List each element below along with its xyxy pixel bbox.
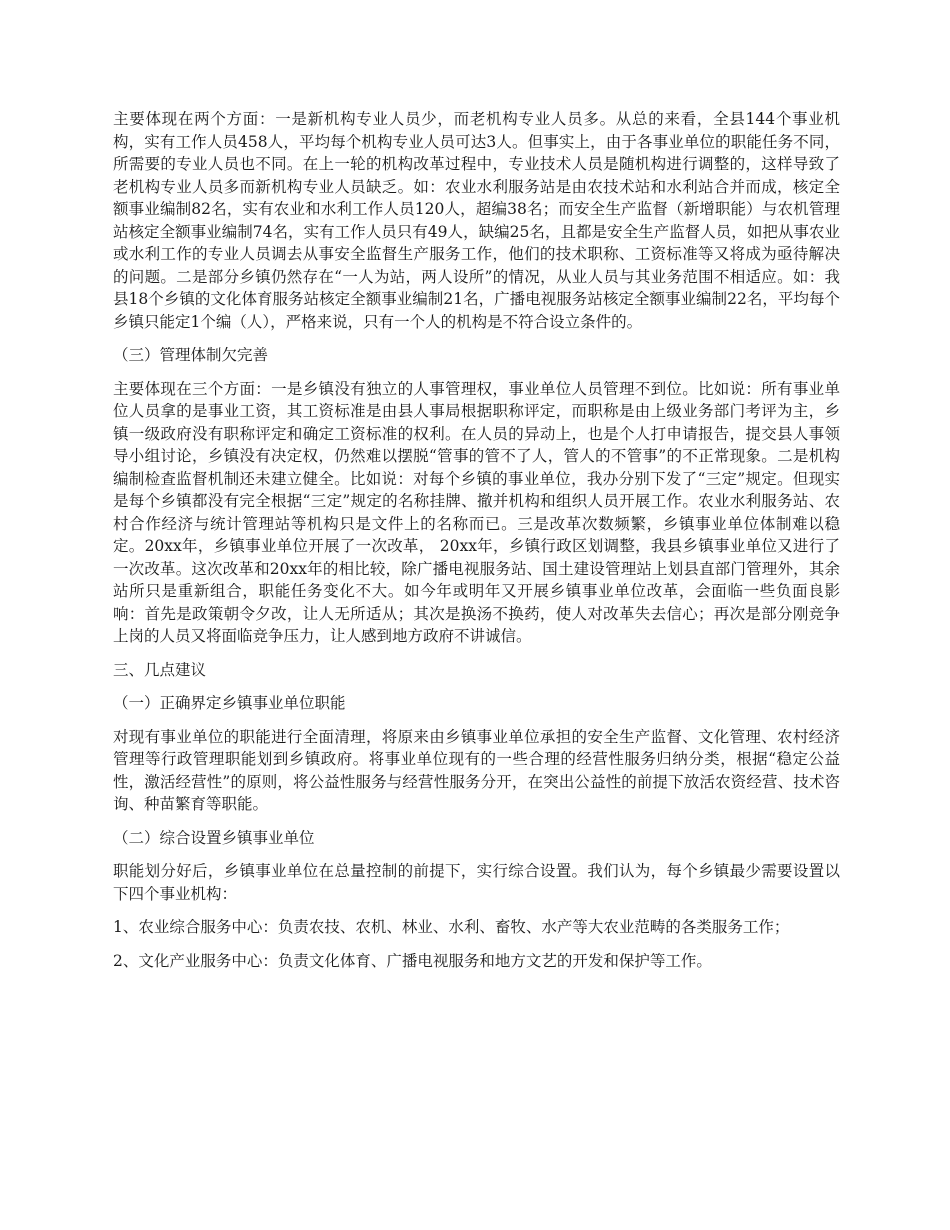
subheading-define-functions: （一）正确界定乡镇事业单位职能 <box>113 694 346 712</box>
document-body <box>113 108 840 983</box>
paragraph-comprehensive-setup: 职能划分好后，乡镇事业单位在总量控制的前提下，实行综合设置。我们认为，每个乡镇最少需要设置以下四个事业机构： <box>113 862 840 903</box>
list-item-agriculture-center: 1、农业综合服务中心：负责农技、农机、林业、水利、畜牧、水产等大农业范畴的各类服务工作； <box>113 918 790 936</box>
subheading-comprehensive-setup: （二）综合设置乡镇事业单位 <box>113 828 315 847</box>
list-item-culture-center: 2、文化产业服务中心：负责文化体育、广播电视服务和地方文艺的开发和保护等工作。 <box>113 951 712 970</box>
paragraph-management-issues: 主要体现在三个方面：一是乡镇没有独立的人事管理权，事业单位人员管理不到位。比如说：所有事业单位人员拿的是事业工资，其工资标准是由县人事局根据职称评定，而职称是由上级业务部门考评为主，乡镇一级政府没有职称评定和确定工资标准的权利。在人员的异动上，也是个人打申请报告，提交县人事领导小组讨论，乡镇没有决定权，仍然难以摆脱“管事的管不了人，管人的不管事”的不正常现象。二是机构编制检查监督机制还未建立健全。比如说：对每个乡镇的事业单位，我办分别下发了“三定”规定。但现实是每个乡镇都没有完全根据“三定”规定的名称挂牌、撤并机构和组织人员开展工作。农业水利服务站、农村合作经济与统计管理站等机构只是文件上的名称而已。三是改革次数频繁，乡镇事业单位体制难以稳定。20xx年，乡镇事业单位开展了一次改革， 20xx年，乡镇行政区划调整，我县乡镇事业单位又进行了一次改革。这次改革和20xx年的相比较，除广播电视服务站、国土建设管理站上划县直部门管理外，其余站所只是重新组合，职能任务变化不大。如今年或明年又开展乡镇事业单位改革，会面临一些负面良影响：首先是政策朝令夕改，让人无所适从；其次是换汤不换药，使人对改革失去信心；再次是部分刚竞争上岗的人员又将面临竞争压力，让人感到地方政府不讲诚信。 <box>113 379 840 645</box>
section-heading-suggestions: 三、几点建议 <box>113 660 207 679</box>
paragraph-define-functions: 对现有事业单位的职能进行全面清理，将原来由乡镇事业单位承担的安全生产监督、文化管理、农村经济管理等行政管理职能划到乡镇政府。将事业单位现有的一些合理的经营性服务归纳分类，根据“稳定公益性，激活经营性”的原则，将公益性服务与经营性服务分开，在突出公益性的前提下放活农资经营、技术咨询、种苗繁育等职能。 <box>113 727 840 813</box>
paragraph-staffing-imbalance: 主要体现在两个方面：一是新机构专业人员少，而老机构专业人员多。从总的来看，全县144个事业机构，实有工作人员458人，平均每个机构专业人员可达3人。但事实上，由于各事业单位的职能任务不同，所需要的专业人员也不同。在上一轮的机构改革过程中，专业技术人员是随机构进行调整的，这样导致了老机构专业人员多而新机构专业人员缺乏。如：农业水利服务站是由农技术站和水利站合并而成，核定全额事业编制82名，实有农业和水利工作人员120人，超编38名；而安全生产监督（新增职能）与农机管理站核定全额事业编制74名，实有工作人员只有49人，缺编25名，且都是安全生产监督人员，如把从事农业或水利工作的专业人员调去从事安全监督生产服务工作，他们的技术职称、工资标准等又将成为亟待解决的问题。二是部分乡镇仍然存在“一人为站，两人设所”的情况，从业人员与其业务范围不相适应。如：我县18个乡镇的文化体育服务站核定全额事业编制21名，广播电视服务站核定全额事业编制22名，平均每个乡镇只能定1个编（人），严格来说，只有一个人的机构是不符合设立条件的。 <box>113 110 840 331</box>
section-heading-management-system: （三）管理体制欠完善 <box>113 346 269 364</box>
